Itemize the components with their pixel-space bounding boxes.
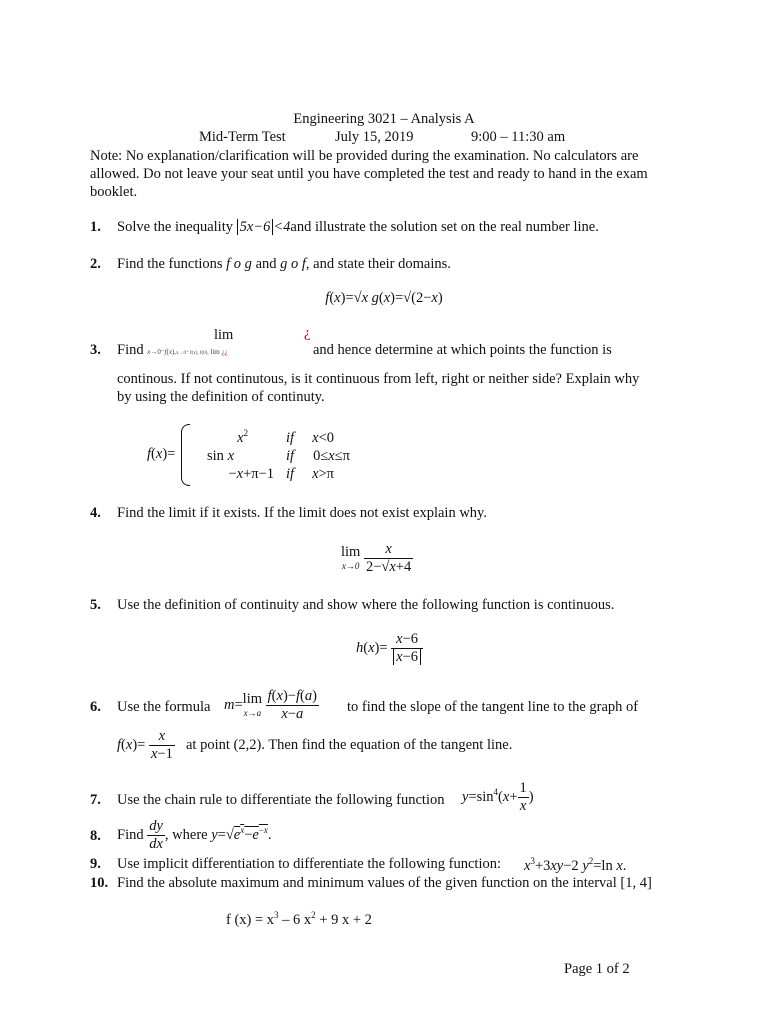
- question-number: 10.: [90, 875, 109, 891]
- question-9: Use implicit differentiation to differentiate the following function:: [117, 856, 502, 872]
- question-number: 6.: [90, 699, 101, 715]
- exam-note: Note: No explanation/clarification will be provided during the examination. No calculators are allowed. Do not leave your seat until you have completed the test and ready to hand in the exam booklet.: [90, 148, 648, 200]
- test-date: July 15, 2019: [335, 129, 414, 145]
- question-number: 9.: [90, 856, 101, 872]
- question-2: Find the functions f o g and g o f, and state their domains.: [117, 256, 451, 272]
- question-3: Find x→0⁻f(x),x→0⁺ f(x), f(0), lim ¿¿: [117, 342, 228, 358]
- question-number: 1.: [90, 219, 101, 235]
- q3-line2: continous. If not continutous, is it continuous from left, right or neither side? Explain why: [117, 371, 640, 387]
- q6-text-b: to find the slope of the tangent line to the graph of: [347, 699, 639, 715]
- question-number: 3.: [90, 342, 101, 358]
- garbled-char: ¿: [304, 325, 311, 341]
- q10-formula: f $(x) = x^3 - 6$ $x^2 + 9$ x + 2: [226, 910, 372, 928]
- test-time: 9:00 – 11:30 am: [471, 129, 566, 145]
- question-10: Find the absolute maximum and minimum values of the given function on the interval [1, 4]: [117, 875, 652, 891]
- q3-text-b: and hence determine at which points the function is: [313, 342, 612, 358]
- q4-limit: lim x→0 $\frac{x}{2-√x+4}$: [341, 541, 412, 575]
- question-number: 4.: [90, 505, 101, 521]
- question-5: Use the definition of continuity and show where the following function is continuous.: [117, 597, 615, 613]
- q6-line2: at point (2,2). Then find the equation of the tangent line.: [186, 737, 513, 753]
- question-1: Solve the inequality 5x−6 <4and illustrate the solution set on the real number line.: [117, 219, 599, 235]
- slope-formula: m=lim x→a $\frac{f(x)-f(a)}{x-a}$: [224, 688, 317, 722]
- lim-label: lim: [214, 327, 234, 343]
- q7-function: $y=\sin^4(x+$ $\frac{1}{x}$ ): [462, 780, 534, 814]
- piecewise-row: sin x if 0≤x≤π: [207, 448, 350, 464]
- question-8: Find $\frac{dy}{dx}$ , where $y=√e^x-e^{-x}$.: [117, 818, 272, 852]
- question-number: 7.: [90, 792, 101, 808]
- q6-text-a: Use the formula: [117, 699, 211, 715]
- piecewise-row: −x+π−1 if x>π: [228, 466, 334, 482]
- inequality-math: 5x−6 <4: [237, 219, 291, 235]
- garbled-limit: x→0⁻f(x),x→0⁺ f(x), f(0), lim ¿¿: [147, 348, 228, 356]
- q5-formula: h(x)= $\frac{x-6}{x-6}$: [356, 631, 423, 666]
- page-number: Page 1 of 2: [564, 961, 630, 977]
- question-number: 5.: [90, 597, 101, 613]
- piecewise-lhs: f(x)=: [147, 446, 176, 462]
- q9-function: $x^3+3xy-2$ $y^2=\ln$ x.: [524, 856, 627, 874]
- piecewise-row: $x^2$ if x<0: [237, 428, 334, 446]
- test-name: Mid-Term Test: [199, 129, 286, 145]
- question-number: 8.: [90, 828, 101, 844]
- question-4: Find the limit if it exists. If the limit does not exist explain why.: [117, 505, 487, 521]
- question-7: Use the chain rule to differentiate the following function: [117, 792, 445, 808]
- exam-title: Engineering 3021 – Analysis A: [293, 111, 475, 127]
- question-number: 2.: [90, 256, 101, 272]
- q2-formula: f(x)=√x g(x)=√(2−x): [325, 290, 443, 306]
- q3-line3: by using the definition of continuty.: [117, 389, 325, 405]
- q6-function: f(x)= $\frac{x}{x-1}$: [117, 728, 173, 762]
